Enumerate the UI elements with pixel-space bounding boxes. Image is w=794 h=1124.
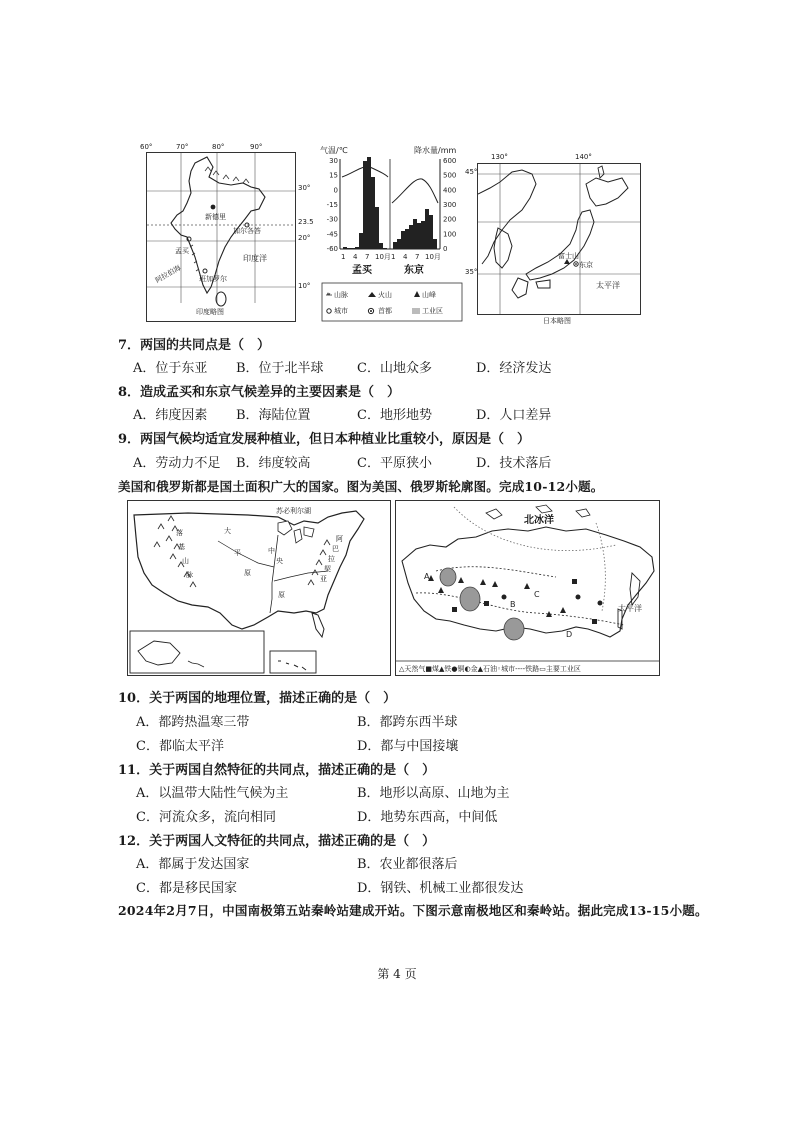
japan-lat-45: 45° (465, 168, 478, 176)
india-lat-23: 23.5 (298, 218, 314, 226)
q11-option-a[interactable]: A．以温带大陆性气候为主 (136, 786, 289, 801)
q10-option-b[interactable]: B．都跨东西半球 (357, 715, 458, 730)
svg-text:亚: 亚 (320, 575, 327, 583)
russia-map (395, 500, 660, 676)
india-lat-30: 30° (298, 184, 311, 192)
page-number: 第 4 页 (377, 967, 417, 981)
label-xindeli: 新德里 (205, 213, 226, 221)
india-lat-10: 10° (298, 282, 311, 290)
svg-text:1: 1 (391, 253, 396, 261)
svg-text:工业区: 工业区 (422, 307, 443, 315)
svg-text:巴: 巴 (332, 545, 339, 553)
svg-text:原: 原 (244, 569, 251, 577)
precip-tick: 600 (443, 157, 457, 165)
svg-text:中: 中 (268, 547, 275, 555)
india-lon-90: 90° (250, 143, 263, 151)
india-map-title: 印度略图 (196, 308, 224, 316)
precip-tick: 200 (443, 215, 457, 224)
temp-tick: -30 (326, 215, 338, 224)
japan-map (477, 163, 641, 315)
svg-text:7: 7 (365, 253, 370, 261)
label-arabian-sea: 阿拉伯海 (154, 263, 183, 285)
svg-text:苏必利尔湖: 苏必利尔湖 (276, 507, 311, 515)
svg-text:大: 大 (224, 527, 231, 535)
q12-option-c[interactable]: C．都是移民国家 (136, 881, 237, 896)
question-10: 10．关于两国的地理位置，描述正确的是（ ） (118, 691, 397, 706)
precip-tick: 300 (443, 201, 457, 209)
q8-option-b[interactable]: B．海陆位置 (236, 408, 311, 423)
precip-tick: 100 (443, 230, 457, 239)
q8-option-d[interactable]: D．人口差异 (476, 408, 552, 423)
q12-option-d[interactable]: D．钢铁、机械工业都很发达 (357, 881, 524, 896)
q12-option-b[interactable]: B．农业都很落后 (357, 857, 458, 872)
svg-text:落: 落 (176, 529, 183, 537)
q7-option-c[interactable]: C．山地众多 (357, 361, 432, 376)
svg-text:契: 契 (324, 565, 331, 573)
india-lon-60: 60° (140, 143, 153, 151)
temp-tick: 15 (329, 171, 338, 180)
precip-tick: 0 (443, 245, 448, 253)
intro-13-15: 2024年2月7日，中国南极第五站秦岭站建成开站。下图示意南极地区和秦岭站。据此完成13-15小题。 (118, 903, 708, 918)
q10-option-a[interactable]: A．都跨热温寒三带 (136, 715, 250, 730)
svg-text:平: 平 (234, 549, 241, 557)
label-arctic-ocean: 北冰洋 (524, 515, 554, 526)
svg-text:7: 7 (415, 253, 420, 261)
label-banjialuoer: 班加罗尔 (199, 275, 227, 283)
svg-text:拉: 拉 (328, 555, 335, 563)
temp-tick: 0 (333, 186, 338, 195)
label-mengmai: 孟买 (175, 247, 189, 255)
svg-text:4: 4 (353, 253, 358, 261)
city-mumbai: 孟买 (352, 265, 372, 276)
precip-tick: 500 (443, 171, 457, 180)
q11-option-b[interactable]: B．地形以高原、山地为主 (357, 786, 510, 801)
svg-text:4: 4 (403, 253, 408, 261)
russia-legend: △天然气■煤▲铁●铜◐金▲石油◦城市----铁路▭主要工业区 (399, 665, 581, 673)
svg-text:山峰: 山峰 (422, 291, 436, 299)
temp-tick: -15 (326, 201, 338, 209)
city-tokyo: 东京 (404, 265, 424, 276)
label-fuji: 富士山 (558, 252, 579, 260)
usa-map (127, 500, 391, 676)
climate-chart (318, 143, 464, 323)
japan-map-title: 日本略图 (543, 317, 571, 325)
q10-option-d[interactable]: D．都与中国接壤 (357, 739, 459, 754)
q12-option-a[interactable]: A．都属于发达国家 (136, 857, 250, 872)
svg-text:央: 央 (276, 557, 283, 565)
q7-option-a[interactable]: A．位于东亚 (133, 361, 208, 376)
q7-option-b[interactable]: B．位于北半球 (236, 361, 324, 376)
svg-text:山脉: 山脉 (334, 291, 348, 299)
svg-text:10月: 10月 (425, 253, 441, 261)
india-lon-70: 70° (176, 143, 189, 151)
question-9: 9．两国气候均适宜发展种植业，但日本种植业比重较小，原因是（ ） (118, 432, 531, 447)
japan-lon-130: 130° (491, 153, 508, 161)
temp-tick: 30 (329, 157, 338, 165)
q7-option-d[interactable]: D．经济发达 (476, 361, 552, 376)
q9-option-a[interactable]: A．劳动力不足 (133, 456, 221, 471)
label-b: B (510, 600, 516, 609)
label-pacific: 太平洋 (596, 281, 620, 290)
q9-option-d[interactable]: D．技术落后 (476, 456, 552, 471)
q9-option-b[interactable]: B．纬度较高 (236, 456, 311, 471)
question-11: 11．关于两国自然特征的共同点，描述正确的是（ ） (118, 763, 436, 778)
label-jiaergeda: 加尔各答 (233, 227, 261, 235)
q8-option-a[interactable]: A．纬度因素 (133, 408, 208, 423)
q10-option-c[interactable]: C．都临太平洋 (136, 739, 224, 754)
label-pacific-ocean: 太平洋 (618, 604, 642, 613)
q11-option-d[interactable]: D．地势东西高，中间低 (357, 810, 498, 825)
svg-text:原: 原 (278, 591, 285, 599)
label-indian-ocean: 印度洋 (243, 254, 267, 263)
question-7: 7．两国的共同点是（ ） (118, 338, 271, 353)
svg-text:城市: 城市 (334, 307, 348, 315)
intro-10-12: 美国和俄罗斯都是国土面积广大的国家。图为美国、俄罗斯轮廓图。完成10-12小题。 (118, 479, 604, 494)
svg-text:火山: 火山 (378, 291, 392, 299)
precip-axis-title: 降水量/mm (414, 146, 457, 155)
svg-text:首都: 首都 (378, 307, 392, 315)
label-c: C (534, 590, 540, 599)
q9-option-c[interactable]: C．平原狭小 (357, 456, 432, 471)
svg-text:山: 山 (182, 557, 189, 565)
india-map (146, 152, 296, 322)
svg-text:基: 基 (178, 543, 185, 551)
india-lat-20: 20° (298, 234, 311, 242)
label-d: D (566, 630, 573, 639)
question-8: 8．造成孟买和东京气候差异的主要因素是（ ） (118, 385, 401, 400)
temp-tick: -45 (326, 230, 338, 239)
svg-text:阿: 阿 (336, 535, 343, 543)
temp-tick: -60 (326, 245, 338, 253)
precip-tick: 400 (443, 186, 457, 195)
japan-lon-140: 140° (575, 153, 592, 161)
label-tokyo: 东京 (579, 261, 593, 269)
india-lon-80: 80° (212, 143, 225, 151)
svg-text:10月: 10月 (375, 253, 391, 261)
japan-lat-35: 35° (465, 268, 478, 276)
q8-option-c[interactable]: C．地形地势 (357, 408, 432, 423)
svg-text:脉: 脉 (186, 571, 193, 579)
svg-text:1: 1 (341, 253, 346, 261)
temp-axis-title: 气温/℃ (320, 146, 348, 155)
label-a: A (424, 572, 430, 581)
question-12: 12．关于两国人文特征的共同点，描述正确的是（ ） (118, 834, 436, 849)
q11-option-c[interactable]: C．河流众多，流向相同 (136, 810, 276, 825)
